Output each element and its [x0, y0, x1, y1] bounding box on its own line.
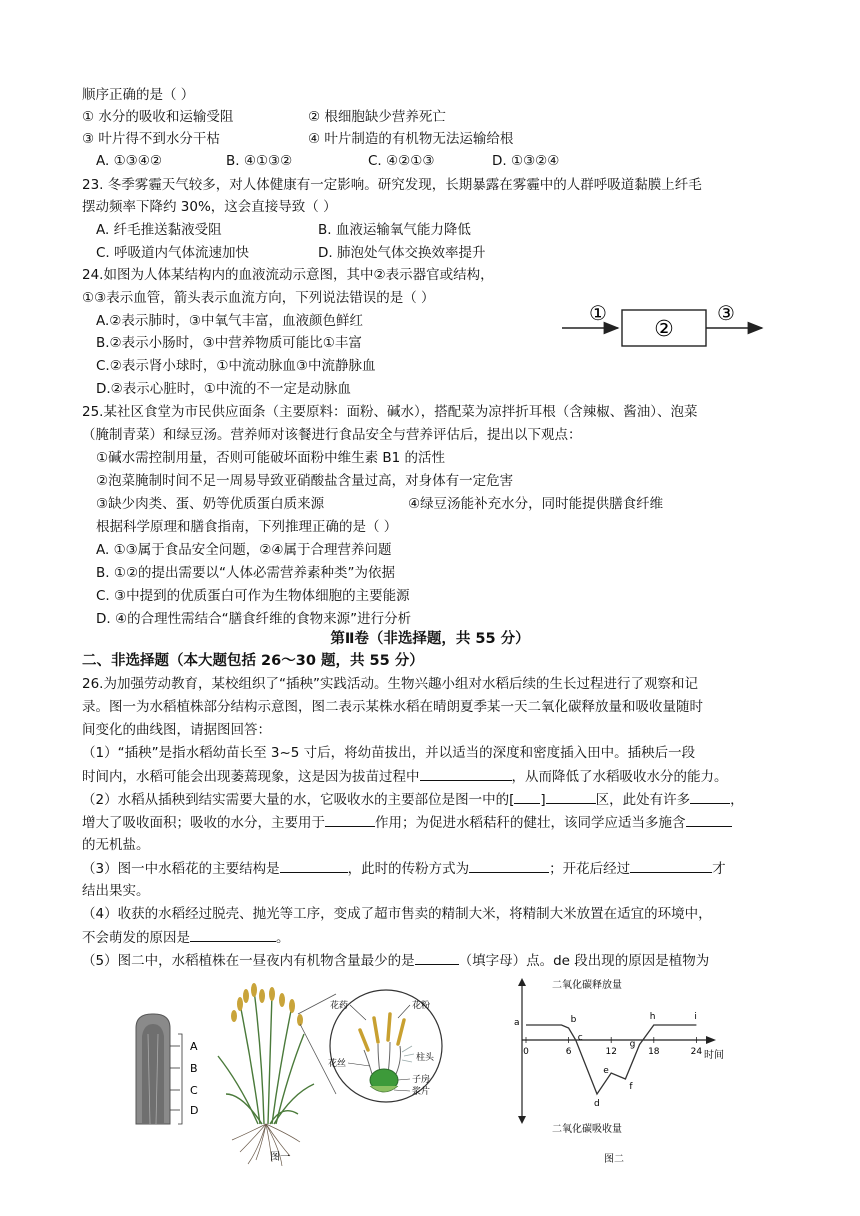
q23-stem-line2: 摆动频率下降约 30%，这会直接导致（ ）: [82, 199, 337, 215]
q26-part4-text: 不会萌发的原因是: [82, 930, 190, 946]
q22-option-d: D. ①③②④: [492, 153, 560, 169]
q26-part3-line2: 结出果实。: [82, 883, 150, 899]
point-label-b: b: [570, 1015, 577, 1025]
q23-option-b: B. 血液运输氧气能力降低: [318, 222, 471, 238]
q22-stem-tail: 顺序正确的是（ ）: [82, 87, 195, 103]
q22-option-a: A. ①③④②: [96, 153, 162, 169]
q26-part5-text: （5）图二中，水稻植株在一昼夜内有机物含量最少的是: [82, 953, 415, 969]
q25-view-4: ④绿豆汤能补充水分，同时能提供膳食纤维: [408, 496, 664, 512]
answer-blank-2b[interactable]: [546, 790, 596, 804]
y-axis-top-label: 二氧化碳释放量: [552, 980, 622, 991]
answer-blank-1[interactable]: [420, 767, 512, 781]
q26-part3-text-4: 才: [712, 861, 726, 877]
vessel-1-label: ①: [589, 301, 607, 325]
stigma-label: 柱头: [416, 1053, 435, 1063]
x-tick-label: 18: [648, 1047, 660, 1057]
q25-option-d: D. ④的合理性需结合“膳食纤维的食物来源”进行分析: [96, 611, 412, 627]
q26-part2-text-3: 增大了吸收面积；吸收的水分，主要用于: [82, 815, 325, 831]
answer-blank-2e[interactable]: [686, 813, 732, 827]
q26-part1-line1: （1）“插秧”是指水稻幼苗长至 3~5 寸后，将幼苗拔出，并以适当的深度和密度插入田中。插秧后一段: [82, 745, 696, 761]
q26-intro-line3: 间变化的曲线图，请据图回答：: [82, 722, 271, 738]
anther-label: 花药: [330, 1001, 349, 1011]
answer-blank-2c[interactable]: [690, 790, 730, 804]
q26-part2-text-2: 区，此处有许多: [595, 792, 691, 808]
point-label-d: d: [594, 1099, 600, 1109]
q26-part3-text-2: ，此时的传粉方式为: [347, 861, 470, 877]
q22-statement-1: ① 水分的吸收和运输受阻: [82, 109, 234, 125]
figure-1-caption: 图一: [270, 1152, 290, 1163]
q26-part2-line2: [82, 813, 732, 832]
root-zone-b-label: B: [190, 1062, 198, 1075]
q24-option-c: C.②表示肾小球时，①中流动脉血③中流静脉血: [96, 358, 376, 374]
answer-blank-3b[interactable]: [469, 859, 549, 873]
answer-blank-3c[interactable]: [630, 859, 712, 873]
q24-option-b: B.②表示小肠时，③中营养物质可能比①丰富: [96, 335, 362, 351]
point-label-c: c: [577, 1033, 583, 1043]
answer-blank-2d[interactable]: [325, 813, 375, 827]
root-zone-d-label: D: [190, 1104, 199, 1117]
q26-part2-text-4: 作用；为促进水稻秸秆的健壮，该同学应适当多施含: [375, 815, 686, 831]
point-label-g: g: [629, 1039, 636, 1050]
q25-view-2: ②泡菜腌制时间不足一周易导致亚硝酸盐含量过高，对身体有一定危害: [96, 473, 514, 489]
root-zone-c-label: C: [190, 1084, 198, 1097]
q23-option-d: D. 肺泡处气体交换效率提升: [318, 245, 486, 261]
figure-2-caption: 图二: [604, 1154, 624, 1165]
root-zone-a-label: A: [190, 1040, 198, 1053]
q23-option-c: C. 呼吸道内气体流速加快: [96, 245, 250, 261]
q23-stem-line1: 23. 冬季雾霾天气较多，对人体健康有一定影响。研究发现，长期暴露在雾霾中的人群呼吸道黏膜上纤毛: [82, 177, 702, 193]
q24-stem-line1: 24.如图为人体某结构内的血液流动示意图，其中②表示器官或结构，: [82, 267, 494, 283]
point-label-f: f: [629, 1082, 633, 1092]
x-axis-arrow: [706, 1036, 716, 1044]
root-tip-illustration: [136, 1014, 182, 1124]
point-label-h: h: [649, 1012, 656, 1022]
x-tick-label: 6: [565, 1047, 572, 1057]
q26-part4-line2: [82, 928, 290, 947]
q26-part4-line1: （4）收获的水稻经过脱壳、抛光等工序，变成了超市售卖的精制大米，将精制大米放置在适宜的环境中，: [82, 906, 712, 922]
co2-exchange-line: [526, 1025, 696, 1094]
section-2-title: 二、非选择题（本大题包括 26～30 题，共 55 分）: [82, 653, 424, 669]
q26-part5-line1: [82, 951, 709, 970]
blood-flow-diagram: [556, 298, 768, 350]
q25-option-b: B. ①②的提出需要以“人体必需营养素种类”为依据: [96, 565, 396, 581]
x-tick-label: 12: [605, 1047, 617, 1057]
q26-part2-line3: 的无机盐。: [82, 837, 150, 853]
q25-stem-line1: 25.某社区食堂为市民供应面条（主要原料：面粉、碱水），搭配菜为凉拌折耳根（含辣椒、酱油）、泡菜: [82, 404, 698, 420]
organ-label: ②: [654, 317, 674, 342]
x-tick-label: 0: [523, 1047, 529, 1057]
vessel-3-label: ③: [717, 301, 735, 325]
x-tick-label: 24: [690, 1047, 703, 1057]
chart-plot-area: [514, 978, 716, 1124]
q24-stem-line2: ①③表示血管，箭头表示血流方向，下列说法错误的是（ ）: [82, 290, 435, 306]
ovary-label: 子房: [412, 1075, 431, 1085]
point-label-i: i: [694, 1012, 697, 1022]
volume-2-title: 第Ⅱ卷（非选择题，共 55 分）: [330, 631, 530, 647]
q25-question: 根据科学原理和膳食指南，下列推理正确的是（ ）: [96, 519, 398, 535]
figure-2-co2-chart: [500, 972, 736, 1168]
q22-option-c: C. ④②①③: [368, 153, 435, 169]
q26-part1-text-2: ，从而降低了水稻吸收水分的能力。: [511, 769, 728, 785]
answer-blank-3a[interactable]: [280, 859, 348, 873]
q26-part3-text-3: ；开花后经过: [549, 861, 631, 877]
q26-part4-text-2: 。: [276, 930, 290, 946]
figure-1-rice-plant: [122, 974, 452, 1170]
glume-label: 浆片: [412, 1087, 431, 1097]
q26-part3-line1: [82, 859, 726, 878]
q25-view-1: ①碱水需控制用量，否则可能破坏面粉中维生素 B1 的活性: [96, 450, 446, 466]
point-label-a: a: [514, 1018, 520, 1028]
q26-part5-text-2: （填字母）点。de 段出现的原因是植物为: [458, 953, 710, 969]
q22-statement-4: ④ 叶片制造的有机物无法运输给根: [308, 131, 514, 147]
q26-part1-text: 时间内，水稻可能会出现萎蔫现象，这是因为拔苗过程中: [82, 769, 420, 785]
point-label-e: e: [603, 1066, 609, 1076]
q26-part1-line2: [82, 767, 728, 786]
q25-option-c: C. ③中提到的优质蛋白可作为生物体细胞的主要能源: [96, 588, 410, 604]
answer-blank-5[interactable]: [415, 951, 459, 965]
pollen-label: 花粉: [412, 1001, 431, 1011]
q26-intro-line1: 26.为加强劳动教育，某校组织了“插秧”实践活动。生物兴趣小组对水稻后续的生长过程进行了观察和记: [82, 676, 698, 692]
q22-statement-2: ② 根细胞缺少营养死亡: [308, 109, 446, 125]
q26-intro-line2: 录。图一为水稻植株部分结构示意图，图二表示某株水稻在晴朗夏季某一天二氧化碳释放量和吸收量随时: [82, 699, 703, 715]
y-axis-arrow-down: [518, 1116, 526, 1124]
q25-option-a: A. ①③属于食品安全问题，②④属于合理营养问题: [96, 542, 392, 558]
q26-part2-text: （2）水稻从插秧到结实需要大量的水，它吸收水的主要部位是图一中的[: [82, 792, 515, 808]
q24-option-a: A.②表示肺时，③中氧气丰富，血液颜色鲜红: [96, 313, 363, 329]
q23-option-a: A. 纤毛推送黏液受阻: [96, 222, 222, 238]
q25-stem-line2: （腌制青菜）和绿豆汤。营养师对该餐进行食品安全与营养评估后，提出以下观点：: [82, 427, 582, 443]
q26-part2-punct: ，: [730, 792, 744, 808]
q24-option-d: D.②表示心脏时，①中流的不一定是动脉血: [96, 381, 351, 397]
x-axis-label: 时间: [704, 1050, 724, 1061]
q22-option-b: B. ④①③②: [226, 153, 293, 169]
q25-view-3: ③缺少肉类、蛋、奶等优质蛋白质来源: [96, 496, 325, 512]
q26-part3-text: （3）图一中水稻花的主要结构是: [82, 861, 280, 877]
y-axis-arrow-up: [518, 978, 526, 986]
q22-statement-3: ③ 叶片得不到水分干枯: [82, 131, 220, 147]
filament-label: 花丝: [328, 1059, 347, 1069]
y-axis-bottom-label: 二氧化碳吸收量: [552, 1124, 622, 1135]
q26-part2-line1: [82, 790, 744, 809]
rice-plant-illustration: [218, 983, 314, 1166]
answer-blank-2a[interactable]: [514, 790, 540, 804]
q26-part2-bracket: ]: [540, 792, 546, 808]
answer-blank-4[interactable]: [190, 928, 276, 942]
